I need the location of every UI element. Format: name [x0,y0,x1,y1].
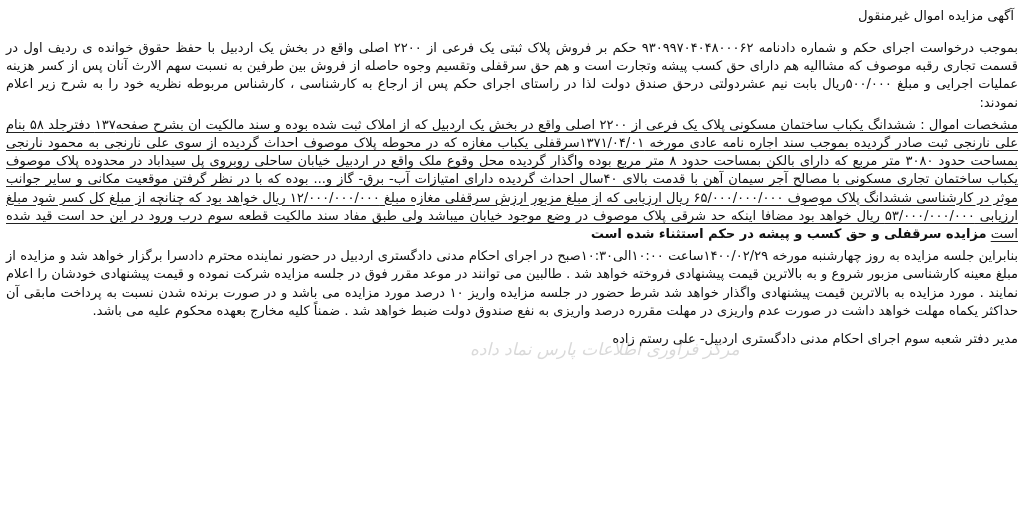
property-specs-text: مشخصات اموال : ششدانگ یکباب ساختمان مسکونی پلاک یک فرعی از ۲۲۰۰ اصلی واقع در بخش یک اردبیل که از املاک ثبت شده بوده و سند مالکیت ان بشرح صفحه۱۳۷ دفترجلد ۵۸ بنام علی نارنجی ثبت صادر گردیده بموجب سند اجاره نامه عادی مورخه ۱۳۷۱/۰۴/۰۱سرقفلی یکباب مغازه که در محوطه پلاک موصوف احداث گردیده از سوی علی نارنجی به محمود نارنجی بمساحت حدود ۳۰۸۰ متر مربع که دارای بالکن بمساحت حدود ۸ متر مربع بوده واگذار گردیده محل وقوع ملک واقع در اردبیل خیابان ساحلی روبروی پل سیداباد در محدوده پلاک موصوف یکباب ساختمان تجاری مسکونی با مصالح آجر سیمان آهن با قدمت بالای ۴۰سال احداث گردیده دارای امتیازات آب- برق- گاز و... بوده که با در نظر گرفتن موقعیت مکانی و سایر جوانب موثر در کارشناسی ششدانگ پلاک موصوف ۶۵/۰۰۰/۰۰۰/۰۰۰ ریال ارزیابی که از مبلغ مزبور ارزش سرقفلی مغازه مبلغ ۱۲/۰۰۰/۰۰۰/۰۰۰ ریال خواهد بود که چنانچه از مبلغ کل کسر شود مبلغ ارزیابی ۵۳/۰۰۰/۰۰۰/۰۰۰ ریال خواهد بود مضافا اینکه حد شرقی پلاک موصوف در وضع موجود خیابان میباشد ولی طبق مفاد سند مالکیت قطعه سوم درب ورود در این حد است قید شده است [6,117,1019,243]
signature-line: مدیر دفتر شعبه سوم اجرای احکام مدنی دادگستری اردبیل- علی رستم زاده [612,332,1018,348]
intro-paragraph: بموجب درخواست اجرای حکم و شماره دادنامه ۹۳۰۹۹۷۰۴۰۴۸۰۰۰۶۲ حکم بر فروش پلاک ثبتی یک فرعی از ۲۲۰۰ اصلی واقع در بخش یک اردبیل با حفظ حقوق خوانده ی ردیف اول در قسمت تجاری رقبه موصوف که مشاالیه هم دارای حق کسب پیشه وتجارت است و هم حق سرقفلی وتقسیم وجوه حاصله از فروش بین طرفین به نسبت سهم الارث آنان پس از کسر هزینه عملیات اجرایی و مبلغ ۵۰۰/۰۰۰ریال بابت نیم عشردولتی درحق صندق دولت لذا در راستای اجرای حکم پس از ارجاع به کارشناسی ، کارشناس مربوطه نظریه خود را به شرح زیر اعلام نمودند: [6,41,1018,111]
property-specs-exception: مزایده سرقفلی و حق کسب و پیشه در حکم استثناء شده است [590,227,987,243]
notice-title: آگهی مزایده اموال غیرمنقول [858,9,1014,24]
auction-conditions-paragraph: بنابراین جلسه مزایده به روز چهارشنبه مورخه ۱۴۰۰/۰۲/۲۹ساعت ۱۰:۰۰الی۱۰:۳۰صبح در اجرای احکام مدنی دادگستری اردبیل در حضور نماینده محترم دادسرا برگزار خواهد شد و مزایده از مبلغ معینه کارشناسی مزبور شروع و به بالاترین قیمت پیشنهادی فروخته خواهد شد . طالبین می توانند در موعد مقرر فوق در جلسه مزایده شرکت نموده و قیمت پیشنهادی خودشان را اعلام نمایند . مورد مزایده به بالاترین قیمت پیشنهادی واگذار خواهد شد شرط حضور در جلسه مزایده واریز ۱۰ درصد مورد مزایده می باشد و در صورت برنده شدن نسبت به پرداخت مابقی آن حداکثر یکماه مهلت خواهد داشت در صورت عدم واریزی در مهلت مقرره درصد واریزی به نفع صندوق دولت ضبط خواهد شد . ضمناً کلیه مخارج بعهده محکوم علیه می باشد. [6,249,1018,319]
watermark-logo: مرکز فرآوری اطلاعات پارس نماد داده [470,340,740,360]
property-specs-paragraph [6,117,1018,244]
